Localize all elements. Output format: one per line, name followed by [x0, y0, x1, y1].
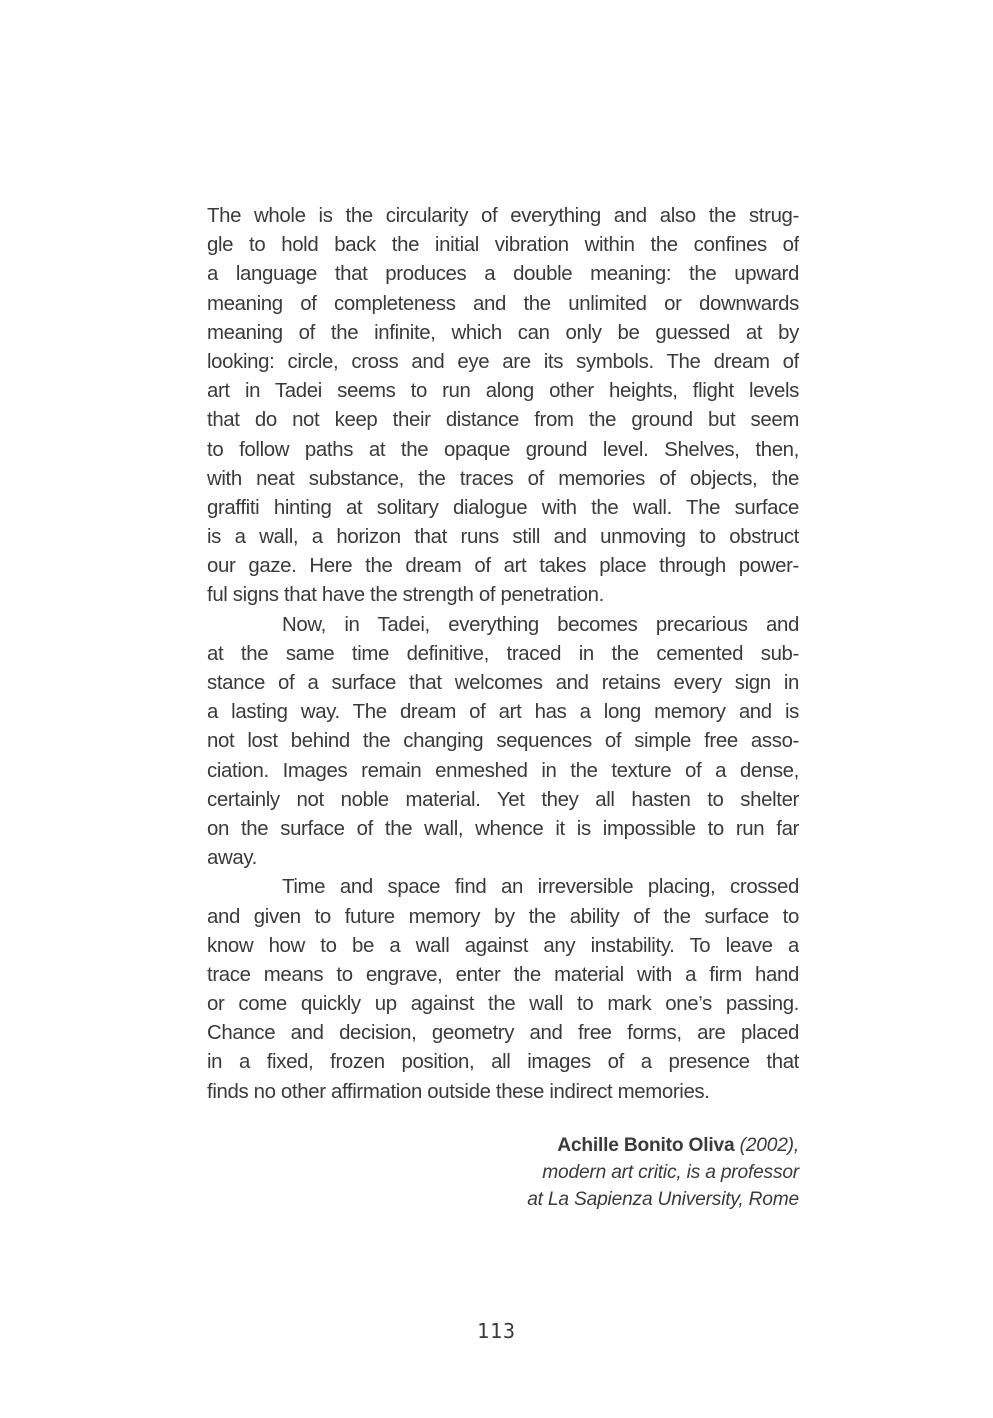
- text-line: gle to hold back the initial vibration within the confines of: [207, 234, 799, 257]
- text-line: art in Tadei seems to run along other heights, flight levels: [207, 380, 799, 403]
- text-line: a lasting way. The dream of art has a long memory and is: [207, 701, 799, 724]
- text-line: in a fixed, frozen position, all images of a presence that: [207, 1051, 799, 1074]
- signature-line-1: [527, 1132, 799, 1159]
- text-line: not lost behind the changing sequences of simple free asso-: [207, 730, 799, 753]
- text-line: away.: [207, 847, 258, 870]
- text-line: know how to be a wall against any instability. To leave a: [207, 934, 799, 957]
- author-name: Achille Bonito Oliva: [557, 1135, 735, 1156]
- text-line: ciation. Images remain enmeshed in the texture of a dense,: [207, 759, 799, 782]
- text-line: finds no other affirmation outside these indirect memories.: [207, 1080, 710, 1103]
- text-line: looking: circle, cross and eye are its symbols. The dream of: [207, 350, 799, 373]
- text-line: graffiti hinting at solitary dialogue with the wall. The surface: [207, 496, 799, 519]
- text-line: ful signs that have the strength of penetration.: [207, 584, 604, 607]
- text-line: to follow paths at the opaque ground level. Shelves, then,: [207, 438, 799, 461]
- paragraph-1: [207, 202, 799, 611]
- text-line: at the same time definitive, traced in the cemented sub-: [207, 642, 799, 665]
- paragraph-3: [207, 873, 799, 1107]
- text-line: trace means to engrave, enter the material with a firm hand: [207, 963, 799, 986]
- text-line: a language that produces a double meaning: the upward: [207, 263, 799, 286]
- text-line: or come quickly up against the wall to mark one’s passing.: [207, 993, 799, 1016]
- text-line: is a wall, a horizon that runs still and unmoving to obstruct: [207, 526, 799, 549]
- signature-block: [527, 1132, 799, 1213]
- text-line: our gaze. Here the dream of art takes place through power-: [207, 555, 799, 578]
- text-line: meaning of completeness and the unlimited or downwards: [207, 292, 799, 315]
- text-line: meaning of the infinite, which can only be guessed at by: [207, 321, 799, 344]
- text-line: stance of a surface that welcomes and retains every sign in: [207, 672, 799, 694]
- author-year: (2002),: [739, 1135, 799, 1156]
- text-line: Chance and decision, geometry and free forms, are placed: [207, 1022, 799, 1045]
- paragraph-2: [207, 611, 799, 874]
- author-affiliation: at La Sapienza University, Rome: [527, 1189, 799, 1210]
- page-number: 113: [476, 1319, 517, 1343]
- text-line: that do not keep their distance from the ground but seem: [207, 409, 799, 432]
- text-line: with neat substance, the traces of memories of objects, the: [207, 467, 799, 490]
- text-line: certainly not noble material. Yet they all hasten to shelter: [207, 788, 799, 811]
- body-text: [207, 202, 799, 1107]
- text-line: Now, in Tadei, everything becomes precarious and: [282, 613, 799, 636]
- text-line: and given to future memory by the ability of the surface to: [207, 905, 799, 928]
- text-line: The whole is the circularity of everything and also the strug-: [207, 205, 799, 227]
- text-line: Time and space find an irreversible placing, crossed: [282, 876, 799, 899]
- author-description: modern art critic, is a professor: [542, 1162, 799, 1183]
- text-line: on the surface of the wall, whence it is impossible to run far: [207, 817, 799, 840]
